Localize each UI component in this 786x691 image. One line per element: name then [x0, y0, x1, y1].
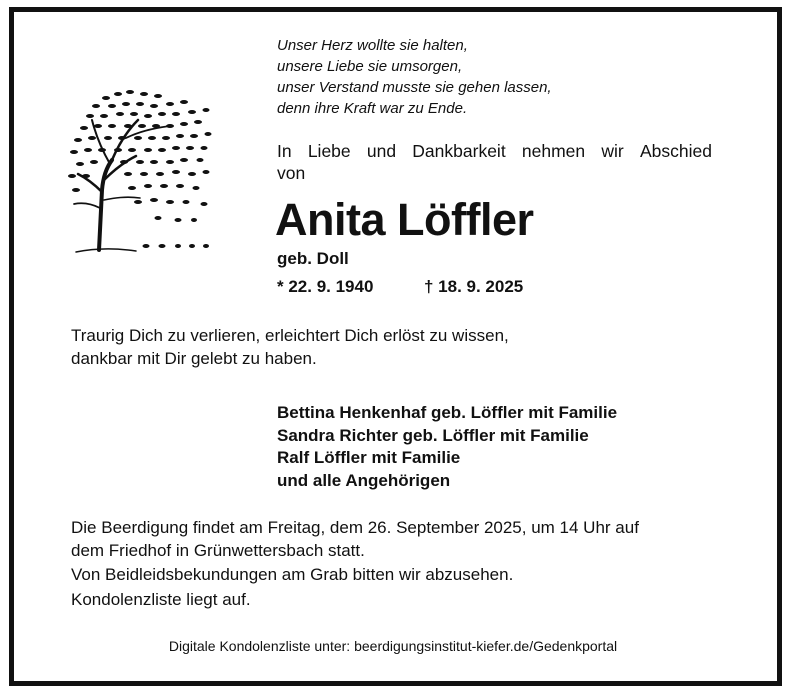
intro-word: Dankbarkeit	[412, 141, 506, 161]
birth-date: * 22. 9. 1940	[277, 277, 374, 296]
farewell-intro	[277, 140, 713, 184]
intro-word: und	[366, 141, 397, 161]
mourner: Bettina Henkenhaf geb. Löffler mit Familie	[277, 403, 618, 422]
poem	[277, 35, 552, 119]
maiden-name: geb. Doll	[277, 249, 349, 268]
tree-icon	[66, 80, 216, 255]
digital-condolence-footer: Digitale Kondolenzliste unter: beerdigungsinstitut-kiefer.de/Gedenkportal	[168, 638, 618, 654]
intro-word: nehmen	[521, 141, 586, 161]
mourning-line: dankbar mit Dir gelebt zu haben.	[71, 349, 317, 368]
mourning-text	[71, 324, 509, 370]
intro-word: Abschied	[639, 141, 712, 161]
intro-word: Liebe	[307, 141, 351, 161]
mourner: und alle Angehörigen	[277, 470, 451, 490]
deceased-name: Anita Löffler	[275, 194, 534, 245]
mourner: Ralf Löffler mit Familie	[277, 448, 461, 467]
poem-line: denn ihre Kraft war zu Ende.	[277, 100, 468, 117]
funeral-info	[71, 517, 639, 611]
funeral-line: Die Beerdigung findet am Freitag, dem 26. September 2025, um 14 Uhr auf	[71, 518, 639, 537]
poem-line: unser Verstand musste sie gehen lassen,	[277, 79, 552, 96]
farewell-intro-line-1	[277, 140, 712, 162]
intro-word: In	[277, 141, 292, 161]
mourner: Sandra Richter geb. Löffler mit Familie	[277, 425, 589, 445]
farewell-intro-line-2: von	[277, 163, 306, 183]
mourners-list	[277, 402, 617, 492]
poem-line: unsere Liebe sie umsorgen,	[277, 58, 463, 75]
condolence-request: Von Beidleidsbekundungen am Grab bitten wir abzusehen.	[71, 565, 514, 584]
intro-word: wir	[601, 141, 624, 161]
condolence-list-note: Kondolenzliste liegt auf.	[71, 589, 251, 609]
poem-line: Unser Herz wollte sie halten,	[277, 37, 468, 54]
mourning-line: Traurig Dich zu verlieren, erleichtert Dich erlöst zu wissen,	[71, 326, 509, 345]
funeral-line: dem Friedhof in Grünwettersbach statt.	[71, 540, 365, 560]
death-date: † 18. 9. 2025	[424, 277, 524, 296]
